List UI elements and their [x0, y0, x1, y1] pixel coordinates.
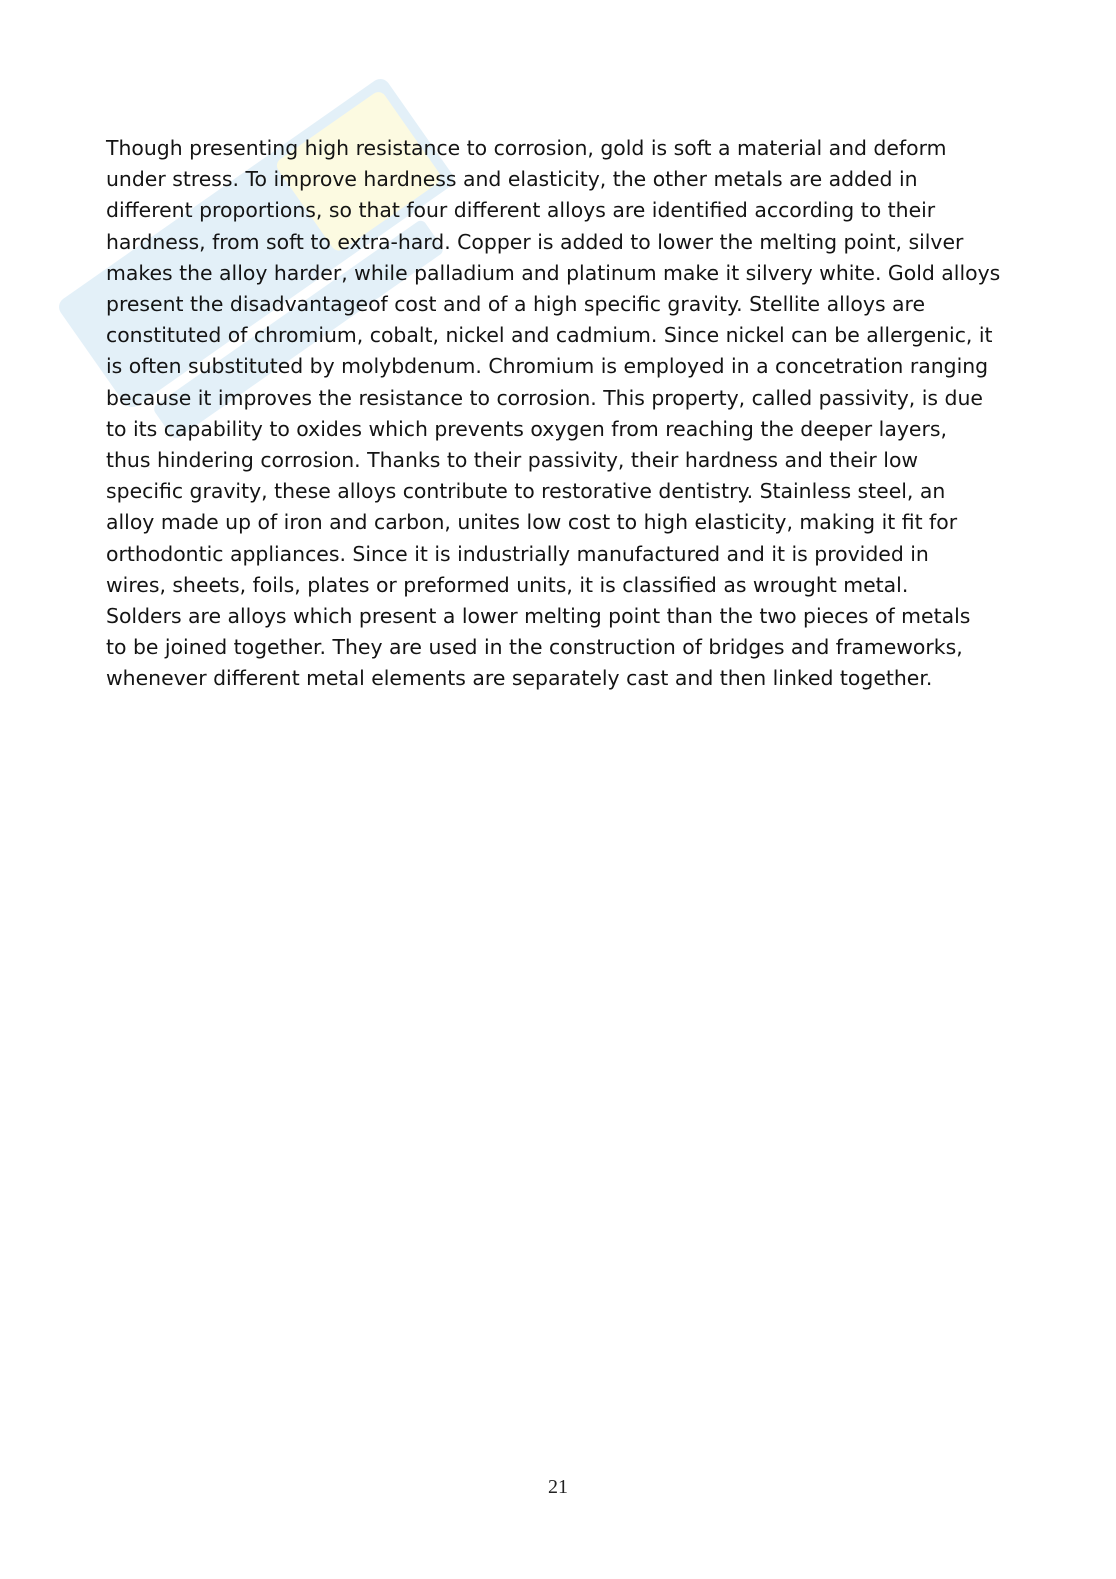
paragraph-line: makes the alloy harder, while palladium and platinum make it silvery white. Gold alloys — [106, 260, 1001, 285]
paragraph-line: wires, sheets, foils, plates or preformed units, it is classified as wrought metal. — [106, 572, 909, 597]
paragraph-line: whenever different metal elements are separately cast and then linked together. — [106, 666, 933, 691]
paragraph-line: to be joined together. They are used in the construction of bridges and frameworks, — [106, 635, 963, 660]
paragraph-line: orthodontic appliances. Since it is industrially manufactured and it is provided in — [106, 541, 929, 566]
paragraph-line: Though presenting high resistance to corrosion, gold is soft a material and deform — [106, 136, 947, 160]
paragraph-line: thus hindering corrosion. Thanks to their passivity, their hardness and their low — [106, 448, 919, 473]
body-paragraph — [106, 133, 1016, 695]
paragraph-line: specific gravity, these alloys contribute to restorative dentistry. Stainless steel, an — [106, 479, 946, 504]
paragraph-line: to its capability to oxides which prevents oxygen from reaching the deeper layers, — [106, 416, 947, 441]
paragraph-line: different proportions, so that four different alloys are identified according to their — [106, 198, 936, 223]
paragraph-line: present the disadvantageof cost and of a high specific gravity. Stellite alloys are — [106, 292, 926, 317]
paragraph-line: hardness, from soft to extra-hard. Copper is added to lower the melting point, silver — [106, 229, 964, 254]
paragraph-line: alloy made up of iron and carbon, unites low cost to high elasticity, making it fit for — [106, 510, 958, 535]
paragraph-line: because it improves the resistance to corrosion. This property, called passivity, is due — [106, 385, 983, 410]
paragraph-line: Solders are alloys which present a lower melting point than the two pieces of metals — [106, 604, 971, 629]
paragraph-line: is often substituted by molybdenum. Chromium is employed in a concetration ranging — [106, 354, 989, 379]
page-number: 21 — [548, 1476, 568, 1498]
paragraph-line: constituted of chromium, cobalt, nickel and cadmium. Since nickel can be allergenic, it — [106, 323, 993, 348]
paragraph-line: under stress. To improve hardness and elasticity, the other metals are added in — [106, 167, 918, 192]
